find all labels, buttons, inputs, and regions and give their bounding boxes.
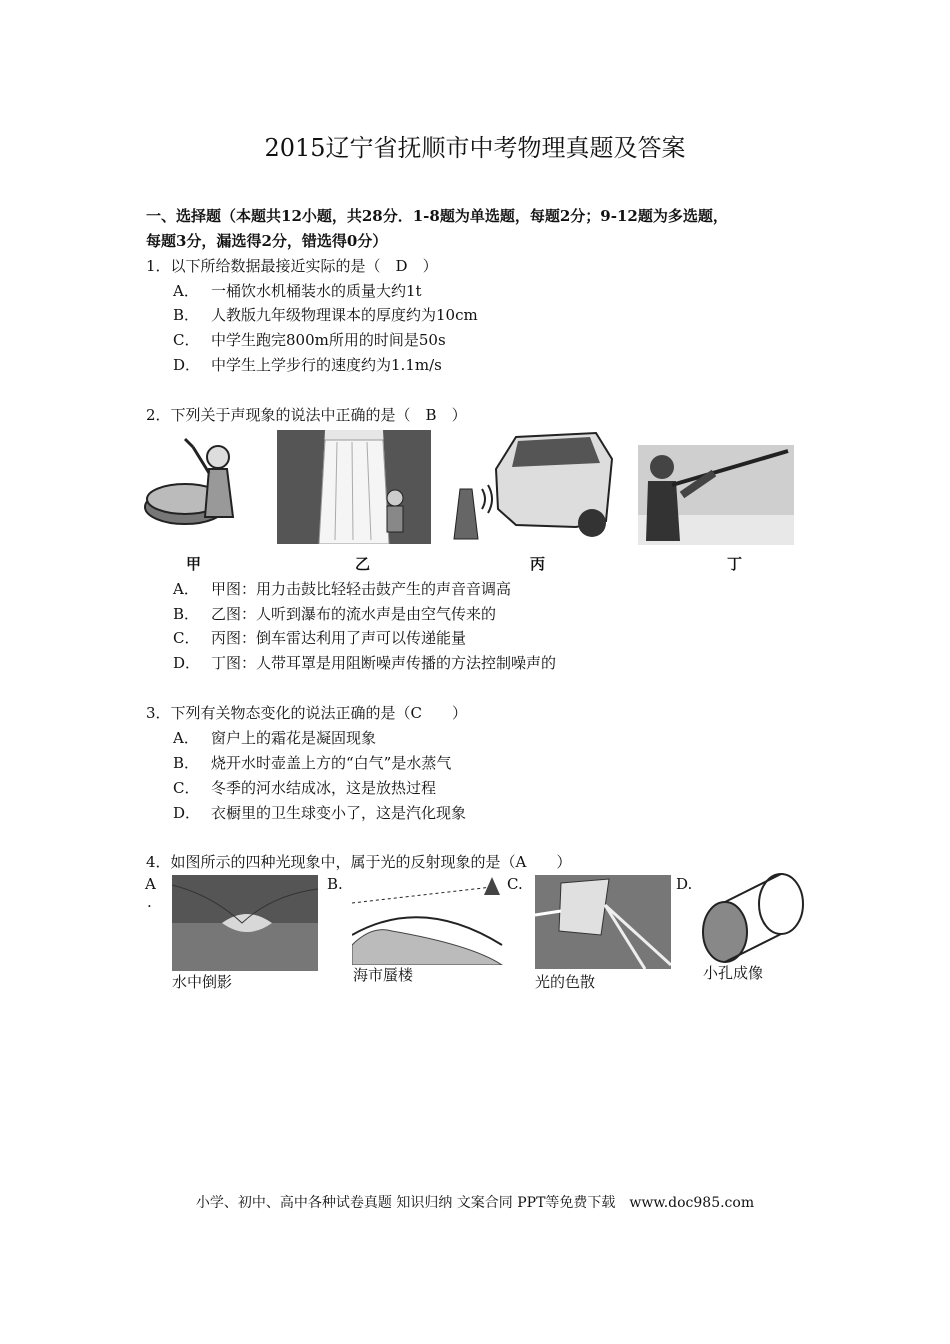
shooter-figure: [638, 445, 794, 545]
caption-water-reflection: 水中倒影: [172, 973, 233, 991]
q2-option-c: C． 丙图：倒车雷达利用了声可以传递能量: [173, 629, 467, 647]
q4-letter-d: D.: [676, 875, 693, 893]
q3-option-a: A． 窗户上的霜花是凝固现象: [173, 729, 377, 747]
figure-label-jia: 甲: [186, 555, 202, 573]
car-radar-figure: [446, 429, 614, 545]
q1-option-a: A． 一桶饮水机桶装水的质量大约1t: [173, 282, 422, 300]
drum-figure: [143, 427, 243, 545]
mirage-figure: [352, 875, 504, 965]
q4-letter-a: A: [145, 875, 156, 893]
dispersion-figure: [535, 875, 671, 969]
caption-mirage: 海市蜃楼: [353, 966, 414, 984]
page-title: 2015辽宁省抚顺市中考物理真题及答案: [264, 134, 686, 162]
footer-text: 小学、初中、高中各种试卷真题 知识归纳 文案合同 PPT等免费下载 www.doc985.com: [195, 1195, 755, 1211]
caption-dispersion: 光的色散: [535, 973, 596, 991]
question-2-stem: 2．下列关于声现象的说法中正确的是（ B ）: [146, 406, 467, 424]
q2-option-d: D． 丁图：人带耳罩是用阻断噪声传播的方法控制噪声的: [173, 654, 557, 672]
q1-option-c: C． 中学生跑完800m所用的时间是50s: [173, 331, 446, 349]
q4-letter-b: B.: [327, 875, 343, 893]
waterfall-figure: [277, 430, 431, 544]
q1-option-d: D． 中学生上学步行的速度约为1.1m/s: [173, 356, 442, 374]
question-1-stem: 1．以下所给数据最接近实际的是（ D ）: [146, 257, 438, 275]
q1-option-b: B． 人教版九年级物理课本的厚度约为10cm: [173, 306, 478, 324]
figure-label-ding: 丁: [727, 555, 743, 573]
q3-option-b: B． 烧开水时壶盖上方的“白气”是水蒸气: [173, 754, 452, 772]
q3-option-d: D． 衣橱里的卫生球变小了，这是汽化现象: [173, 804, 467, 822]
q3-option-c: C． 冬季的河水结成冰，这是放热过程: [173, 779, 437, 797]
water-reflection-figure: [172, 875, 318, 971]
question-3-stem: 3．下列有关物态变化的说法正确的是（C ）: [146, 704, 468, 722]
section-heading-line1: 一、选择题（本题共12小题，共28分．1-8题为单选题，每题2分；9-12题为多选题，: [146, 207, 728, 225]
section-heading-line2: 每题3分，漏选得2分，错选得0分）: [146, 232, 388, 250]
caption-pinhole: 小孔成像: [703, 964, 764, 982]
figure-label-bing: 丙: [530, 555, 546, 573]
q2-option-a: A． 甲图：用力击鼓比轻轻击鼓产生的声音音调高: [173, 580, 512, 598]
question-4-stem: 4．如图所示的四种光现象中，属于光的反射现象的是（A ）: [146, 853, 572, 871]
pinhole-camera-figure: [697, 872, 809, 964]
q4-letter-a-dot: .: [147, 893, 152, 911]
q4-letter-c: C.: [507, 875, 523, 893]
figure-label-yi: 乙: [355, 555, 371, 573]
q2-option-b: B． 乙图：人听到瀑布的流水声是由空气传来的: [173, 605, 497, 623]
